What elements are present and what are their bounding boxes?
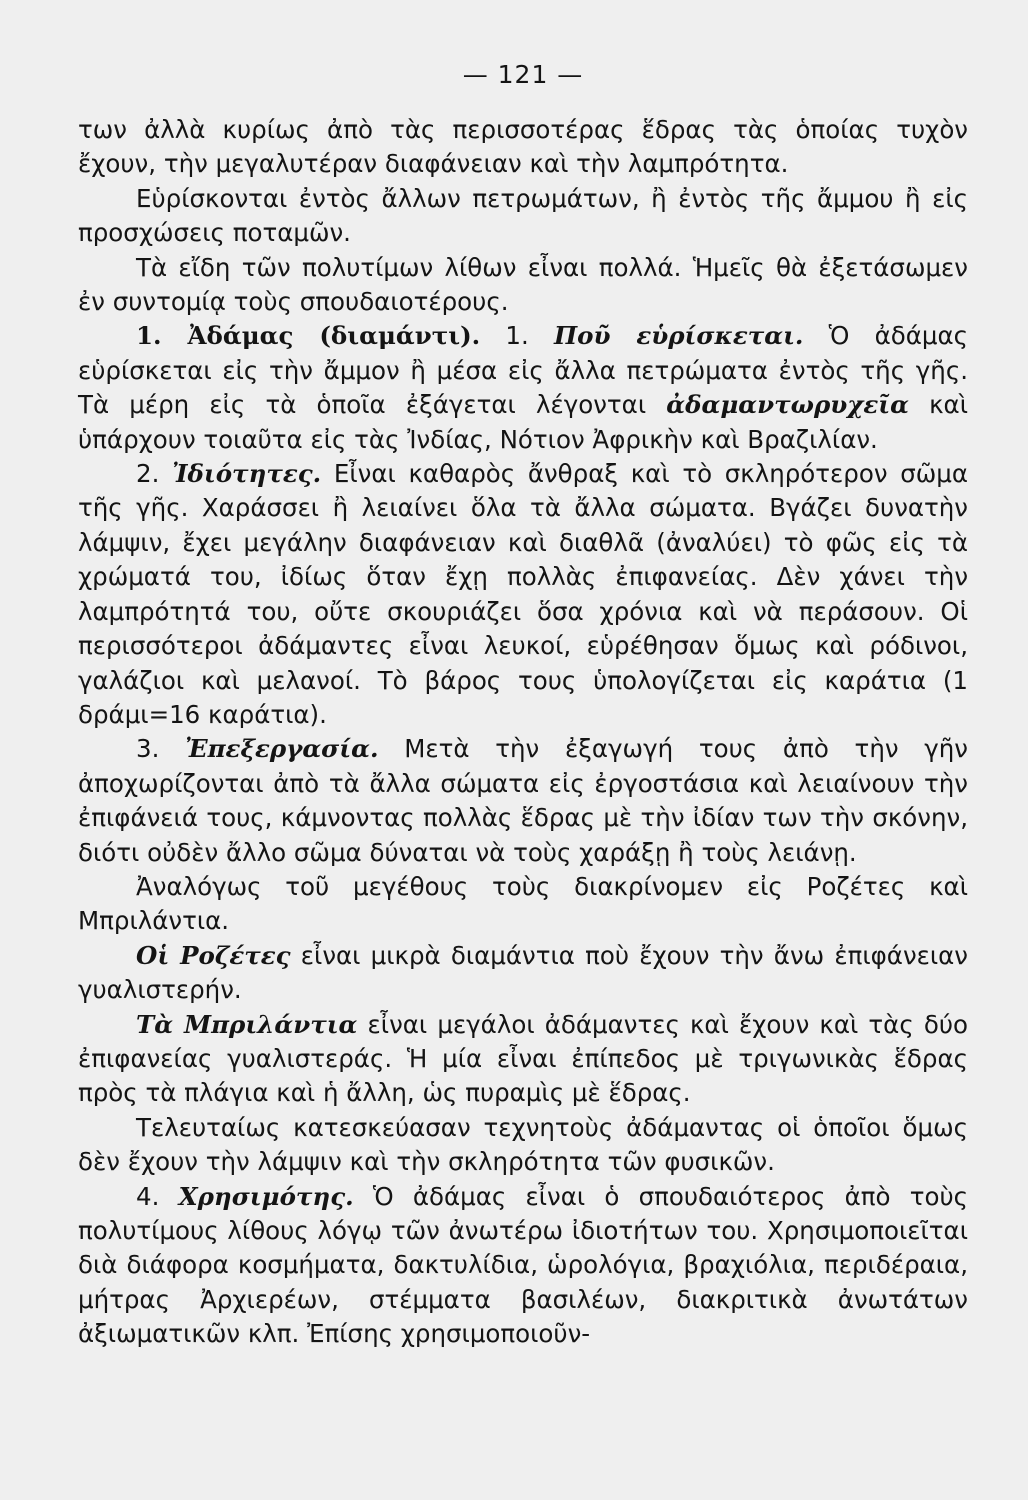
text-run: Τὰ εἴδη τῶν πολυτίμων λίθων εἶναι πολλά. Ἡμεῖς θὰ ἐξετάσωμεν ἐν συντομίᾳ τοὺς σπουδαιοτέρους. <box>78 252 968 317</box>
text-run: Τελευταίως κατεσκεύασαν τεχνητοὺς ἀδάμαντας οἱ ὁποῖοι ὅμως δὲν ἔχουν τὴν λάμψιν καὶ τὴν σκληρότητα τῶν φυσικῶν. <box>78 1112 968 1177</box>
text-run: Ὁ ἀδάμας εἶναι ὁ σπουδαιότερος ἀπὸ τοὺς πολυτίμους λίθους λόγῳ τῶν ἀνωτέρω ἰδιοτήτων του. Χρησιμοποιεῖται διὰ διάφορα κοσμήματα, δακτυλίδια, ὡρολόγια, βραχιόλια, περιδέραια, μήτρας Ἀρχιερέων, στέμματα βασιλέων, διακριτικὰ ἀνωτάτων ἀξιωματικῶν κλπ. Ἐπίσης χρησιμοποιοῦν- <box>78 1181 969 1349</box>
text-run: Ἀναλόγως τοῦ μεγέθους τοὺς διακρίνομεν εἰς Ροζέτες καὶ Μπριλάντια. <box>78 871 968 936</box>
paragraph <box>78 319 968 457</box>
text-run: Εἶναι καθαρὸς ἄνθραξ καὶ τὸ σκληρότερον σῶμα τῆς γῆς. Χαράσσει ἢ λειαίνει ὅλα τὰ ἄλλα σώματα. Βγάζει δυνατὴν λάμψιν, ἔχει μεγάλην διαφάνειαν καὶ διαθλᾶ (ἀναλύει) τὸ φῶς εἰς τὰ χρώματά του, ἰδίως ὅταν ἔχῃ πολλὰς ἐπιφανείας. Δὲν χάνει τὴν λαμπρότητά του, οὔτε σκουριάζει ὅσα χρόνια καὶ νὰ περάσουν. Οἱ περισσότεροι ἀδάμαντες εἶναι λευκοί, εὑρέθησαν ὅμως καὶ ρόδινοι, γαλάζιοι καὶ μελανοί. Τὸ βάρος τους ὑπολογίζεται εἰς καράτια (1 δράμι=16 καράτια). <box>78 459 969 729</box>
italic-term: Τὰ Μπριλάντια <box>136 1009 358 1039</box>
text-run: καὶ ὑπάρχουν τοιαῦτα εἰς τὰς Ἰνδίας, Νότιον Ἀφρικὴν καὶ Βραζιλίαν. <box>78 390 969 454</box>
paragraph <box>78 732 968 870</box>
text-run: Ὁ ἀδάμας εὑρίσκεται εἰς τὴν ἄμμον ἢ μέσα εἰς ἄλλα πετρώματα ἐντὸς τῆς γῆς. Τὰ μέρη εἰς τὰ ὁποῖα ἐξάγεται λέγονται <box>78 321 968 420</box>
paragraph <box>78 1111 968 1180</box>
paragraph <box>78 870 968 939</box>
paragraph <box>78 113 968 182</box>
text-run: 1. <box>480 321 554 351</box>
italic-term: Οἱ Ροζέτες <box>136 940 291 970</box>
body-text <box>78 113 968 1352</box>
text-run: 2. <box>136 459 173 489</box>
paragraph <box>78 457 968 732</box>
text-run: 4. <box>136 1181 179 1211</box>
text-run: Εὑρίσκονται ἐντὸς ἄλλων πετρωμάτων, ἢ ἐντὸς τῆς ἄμμου ἢ εἰς προσχώσεις ποταμῶν. <box>78 183 968 248</box>
italic-term: Χρησιμότης. <box>178 1181 354 1211</box>
text-run: Μετὰ τὴν ἐξαγωγή τους ἀπὸ τὴν γῆν ἀποχωρίζονται ἀπὸ τὰ ἄλλα σώματα εἰς ἐργοστάσια καὶ λειαίνουν τὴν ἐπιφάνειά τους, κάμνοντας πολλὰς ἕδρας μὲ τὴν ἰδίαν των τὴν σκόνην, διότι οὐδὲν ἄλλο σῶμα δύναται νὰ τοὺς χαράξῃ ἢ τοὺς λειάνῃ. <box>78 734 968 867</box>
paragraph <box>78 939 968 1008</box>
text-run: εἶναι μικρὰ διαμάντια ποὺ ἔχουν τὴν ἄνω ἐπιφάνειαν γυαλιστερήν. <box>78 940 968 1005</box>
page-number: — 121 — <box>462 60 584 89</box>
bold-heading: 1. Ἀδάμας (διαμάντι). <box>136 321 481 351</box>
paragraph <box>78 182 968 251</box>
italic-term: Ἰδιότητες. <box>172 459 322 489</box>
text-run: εἶναι μεγάλοι ἀδάμαντες καὶ ἔχουν καὶ τὰς δύο ἐπιφανείας γυαλιστεράς. Ἡ μία εἶναι ἐπίπεδος μὲ τριγωνικὰς ἕδρας πρὸς τὰ πλάγια καὶ ἡ ἄλλη, ὡς πυραμὶς μὲ ἕδρας. <box>78 1009 968 1108</box>
italic-term: ἀδαμαντωρυχεῖα <box>666 390 909 420</box>
paragraph <box>78 251 968 320</box>
paragraph <box>78 1008 968 1111</box>
text-run: 3. <box>136 734 186 764</box>
italic-term: Ποῦ εὑρίσκεται. <box>553 321 804 351</box>
italic-term: Ἐπεξεργασία. <box>185 734 379 764</box>
paragraph <box>78 1180 968 1352</box>
text-run: των ἀλλὰ κυρίως ἀπὸ τὰς περισσοτέρας ἕδρας τὰς ὁποίας τυχὸν ἔχουν, τὴν μεγαλυτέραν διαφάνειαν καὶ τὴν λαμπρότητα. <box>78 115 968 179</box>
